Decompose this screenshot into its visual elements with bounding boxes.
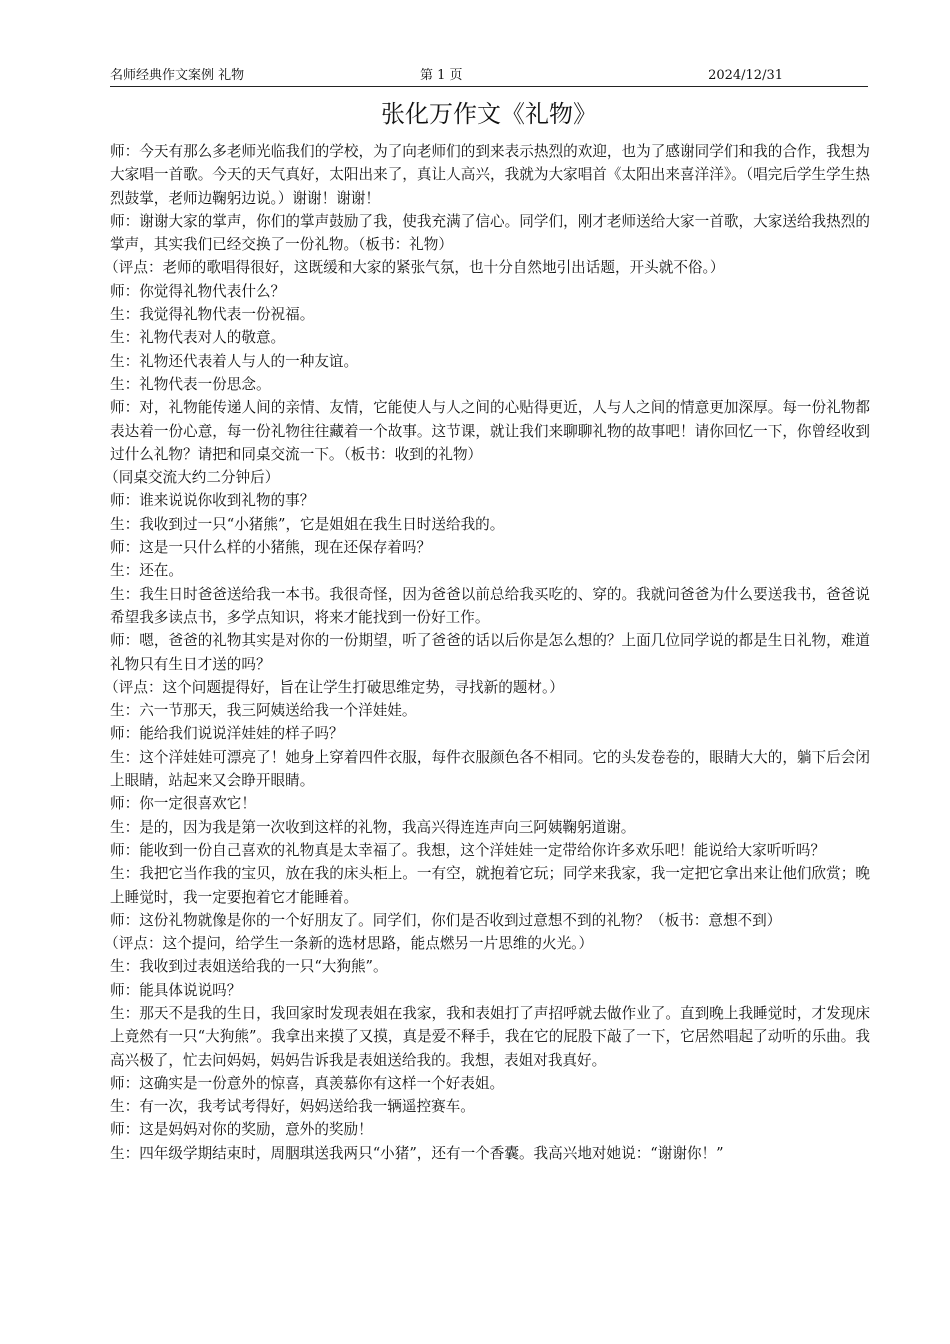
dialogue-paragraph: 师：能具体说说吗？ xyxy=(110,981,242,999)
dialogue-paragraph: 生：我觉得礼物代表一份祝福。 xyxy=(110,306,315,324)
dialogue-paragraph: 生：我收到过一只“小猪熊”，它是姐姐在我生日时送给我的。 xyxy=(110,515,505,533)
dialogue-paragraph: 生：有一次，我考试考得好，妈妈送给我一辆遥控赛车。 xyxy=(110,1098,475,1116)
dialogue-paragraph: 师：今天有那么多老师光临我们的学校，为了向老师们的到来表示热烈的欢迎，也为了感谢同学们和我的合作，我想为大家唱一首歌。今天的天气真好，太阳出来了，真让人高兴，我就为大家唱首《太阳出来喜洋洋》。（唱完后学生学生热烈鼓掌，老师边鞠躬边说。）谢谢！谢谢！ xyxy=(110,143,870,207)
dialogue-paragraph: 生：那天不是我的生日，我回家时发现表姐在我家，我和表姐打了声招呼就去做作业了。直到晚上我睡觉时，才发现床上竟然有一只“大狗熊”。我拿出来摸了又摸，真是爱不释手，我在它的屁股下敲了一下，它居然唱起了动听的乐曲。我高兴极了，忙去问妈妈，妈妈告诉我是表姐送给我的。我想，表姐对我真好。 xyxy=(110,1004,870,1069)
dialogue-paragraph: 师：你一定很喜欢它！ xyxy=(110,795,256,813)
dialogue-paragraph: 生：礼物代表一份思念。 xyxy=(110,375,271,393)
dialogue-paragraph: 师：对，礼物能传递人间的亲情、友情，它能使人与人之间的心贴得更近，人与人之间的情意更加深厚。每一份礼物都表达着一份心意，每一份礼物往往藏着一个故事。这节课，就让我们来聊聊礼物的故事吧！请你回忆一下，你曾经收到过什么礼物？请把和同桌交流一下。（板书：收到的礼物） xyxy=(110,399,870,463)
dialogue-paragraph: 师：谁来说说你收到礼物的事？ xyxy=(110,492,315,510)
dialogue-paragraph: 生：我把它当作我的宝贝，放在我的床头柜上。一有空，就抱着它玩；同学来我家，我一定把它拿出来让他们欣赏；晚上睡觉时，我一定要抱着它才能睡着。 xyxy=(110,865,870,906)
dialogue-paragraph: （评点：这个问题提得好，旨在让学生打破思维定势，寻找新的题材。） xyxy=(104,678,564,696)
dialogue-paragraph: （评点：这个提问，给学生一条新的选材思路，能点燃另一片思维的火光。） xyxy=(104,935,594,953)
dialogue-paragraph: 师：你觉得礼物代表什么？ xyxy=(110,282,286,300)
header-doc-title: 名师经典作文案例 礼物 xyxy=(110,68,245,83)
dialogue-paragraph: 师：谢谢大家的掌声，你们的掌声鼓励了我，使我充满了信心。同学们，刚才老师送给大家一首歌，大家送给我热烈的掌声，其实我们已经交换了一份礼物。（板书：礼物） xyxy=(110,212,870,254)
dialogue-paragraph: 生：这个洋娃娃可漂亮了！她身上穿着四件衣服，每件衣服颜色各不相同。它的头发卷卷的，眼睛大大的，躺下后会闭上眼睛，站起来又会睁开眼睛。 xyxy=(110,748,870,790)
dialogue-paragraph: （评点：老师的歌唱得很好，这既缓和大家的紧张气氛，也十分自然地引出话题，开头就不俗。） xyxy=(104,259,725,277)
dialogue-paragraph: 生：是的，因为我是第一次收到这样的礼物，我高兴得连连声向三阿姨鞠躬道谢。 xyxy=(110,818,636,836)
dialogue-paragraph: 生：六一节那天，我三阿姨送给我一个洋娃娃。 xyxy=(110,702,417,720)
dialogue-paragraph: 生：礼物还代表着人与人的一种友谊。 xyxy=(110,352,359,370)
dialogue-paragraph: 师：这是一只什么样的小猪熊，现在还保存着吗？ xyxy=(110,539,432,557)
dialogue-paragraph: 生：四年级学期结束时，周胭琪送我两只“小猪”，还有一个香囊。我高兴地对她说：“谢谢你！” xyxy=(110,1144,724,1162)
dialogue-paragraph: 生：礼物代表对人的敬意。 xyxy=(110,329,286,347)
dialogue-paragraph: 生：还在。 xyxy=(110,562,183,580)
header-date: 2024/12/31 xyxy=(708,68,783,83)
dialogue-paragraph: 生：我生日时爸爸送给我一本书。我很奇怪，因为爸爸以前总给我买吃的、穿的。我就问爸爸为什么要送我书，爸爸说希望我多读点书，多学点知识，将来才能找到一份好工作。 xyxy=(110,585,870,626)
dialogue-paragraph: 师：这份礼物就像是你的一个好朋友了。同学们，你们是否收到过意想不到的礼物？（板书：意想不到） xyxy=(110,911,782,929)
page-header xyxy=(110,66,868,87)
dialogue-paragraph: 师：这确实是一份意外的惊喜，真羡慕你有这样一个好表姐。 xyxy=(110,1074,505,1092)
dialogue-paragraph: 师：能收到一份自己喜欢的礼物真是太幸福了。我想，这个洋娃娃一定带给你许多欢乐吧！能说给大家听听吗？ xyxy=(110,841,826,859)
dialogue-paragraph: 师：能给我们说说洋娃娃的样子吗？ xyxy=(110,725,344,743)
document-body xyxy=(104,140,870,1165)
dialogue-paragraph: 师：嗯，爸爸的礼物其实是对你的一份期望，听了爸爸的话以后你是怎么想的？上面几位同学说的都是生日礼物，难道礼物只有生日才送的吗？ xyxy=(110,632,870,673)
dialogue-paragraph: 生：我收到过表姐送给我的一只“大狗熊”。 xyxy=(110,958,388,976)
header-page-number: 第 1 页 xyxy=(420,68,463,83)
dialogue-paragraph: （同桌交流大约二分钟后） xyxy=(104,469,280,487)
document-title: 张化万作文《礼物》 xyxy=(381,100,597,128)
dialogue-paragraph: 师：这是妈妈对你的奖励，意外的奖励！ xyxy=(110,1121,373,1139)
